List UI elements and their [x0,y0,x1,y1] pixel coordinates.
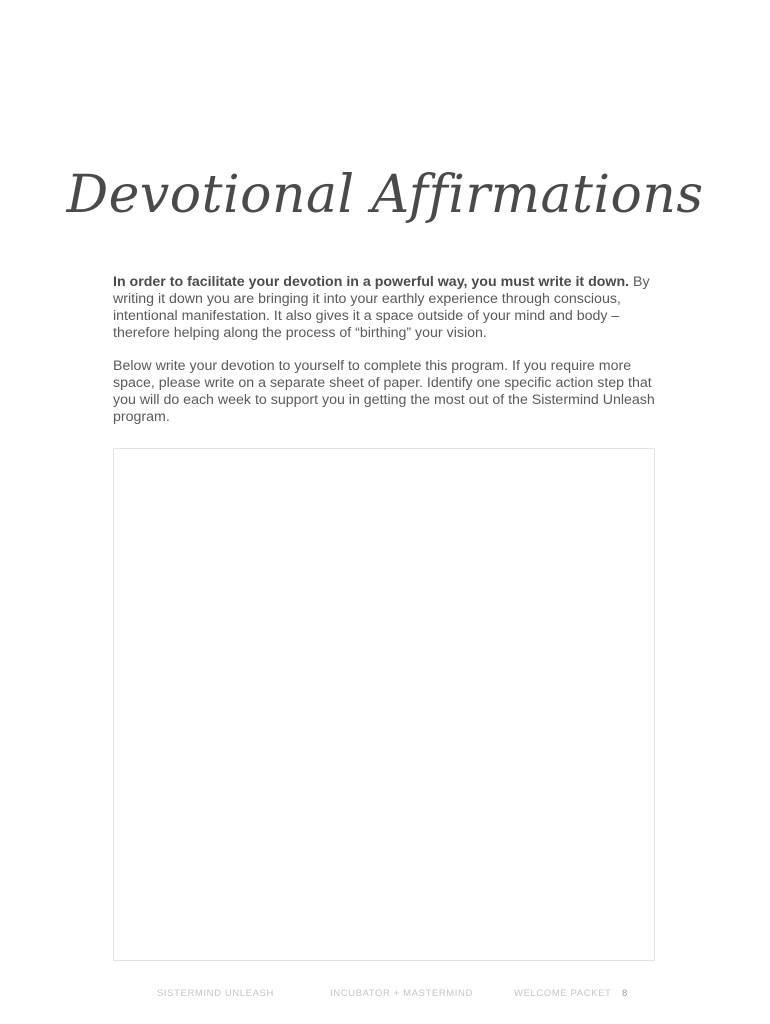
page-title [66,150,704,245]
script-title-graphic [66,150,704,245]
page-footer [0,988,770,1002]
page-title-text: Devotional Affirmations [66,165,704,225]
intro-section [113,274,657,426]
footer-program-name: SISTERMIND UNLEASH [157,988,274,999]
intro-paragraph [113,274,657,342]
footer-program-type: INCUBATOR + MASTERMIND [330,988,473,999]
devotion-writing-box[interactable] [113,448,655,961]
instructions-paragraph: Below write your devotion to yourself to complete this program. If you require more space, please write on a separate sheet of paper. Identify one specific action step that you will do each week to support you in getting the most out of the Sistermind Unleash program. [113,358,655,425]
footer-document-name: WELCOME PACKET [514,988,612,999]
intro-body: By writing it down you are bringing it into your earthly experience through conscious, intentional manifestation. It also gives it a space outside of your mind and body – therefore helping along the process of “birthing” your vision. [113,274,650,341]
intro-lead: In order to facilitate your devotion in a powerful way, you must write it down. [113,274,630,290]
footer-page-number: 8 [622,988,628,999]
